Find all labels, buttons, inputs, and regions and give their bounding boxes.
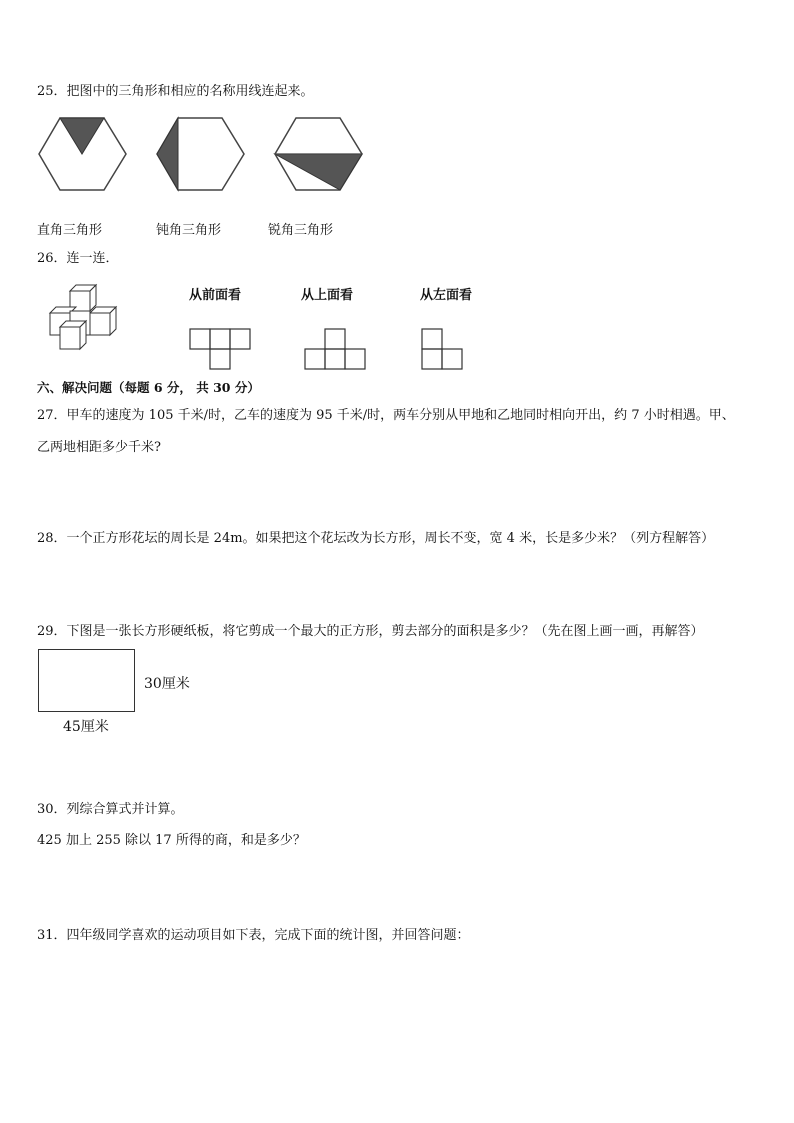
- height-label: 30厘米: [144, 676, 190, 692]
- hexagon-right-triangle-figure: [38, 117, 128, 193]
- label-right-triangle: 直角三角形: [37, 223, 103, 238]
- q30-line2: 425 加上 255 除以 17 所得的商，和是多少？: [37, 833, 306, 848]
- q29-text: 29．下图是一张长方形硬纸板，将它剪成一个最大的正方形，剪去部分的面积是多少？（先在图上画一画，再解答）: [37, 624, 704, 639]
- label-acute-triangle: 锐角三角形: [268, 223, 334, 238]
- q27-line2: 乙两地相距多少千米?: [37, 440, 161, 455]
- front-view-figure: [189, 328, 251, 372]
- q27-line1: 27．甲车的速度为 105 千米/时，乙车的速度为 95 千米/时，两车分别从甲地和乙地同时相向开出，约 7 小时相遇。甲、: [37, 408, 735, 423]
- left-view-figure: [421, 328, 465, 372]
- label-obtuse-triangle: 钝角三角形: [156, 223, 222, 238]
- width-label: 45厘米: [63, 719, 109, 735]
- top-view-figure: [304, 328, 366, 372]
- q26-text: 26．连一连．: [37, 251, 119, 266]
- hexagon-obtuse-triangle-figure: [156, 117, 246, 193]
- q28-text: 28．一个正方形花坛的周长是 24m。如果把这个花坛改为长方形，周长不变，宽 4 米，长是多少米？（列方程解答）: [37, 531, 715, 546]
- view-label-top: 从上面看: [301, 288, 354, 303]
- q31-text: 31．四年级同学喜欢的运动项目如下表，完成下面的统计图，并回答问题：: [37, 928, 470, 943]
- cardboard-rectangle: [38, 649, 135, 712]
- cube-stack-figure: [44, 283, 139, 353]
- view-label-front: 从前面看: [189, 288, 242, 303]
- hexagon-acute-triangle-figure: [274, 117, 364, 193]
- q25-text: 25．把图中的三角形和相应的名称用线连起来。: [37, 84, 314, 99]
- section-6-title: 六、解决问题（每题 6 分， 共 30 分）: [37, 380, 260, 395]
- view-label-left: 从左面看: [420, 288, 473, 303]
- q30-line1: 30．列综合算式并计算。: [37, 802, 184, 817]
